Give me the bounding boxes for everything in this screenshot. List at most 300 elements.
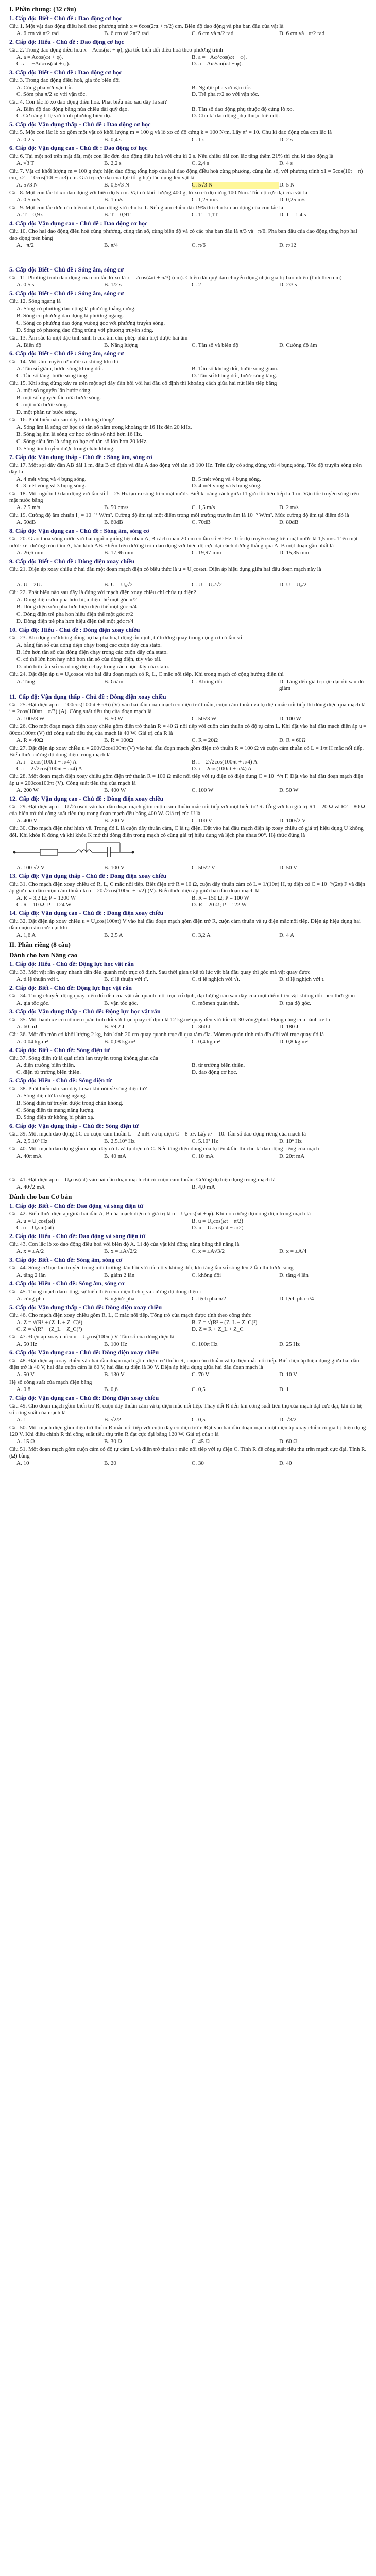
- answer-a: A. Dòng điện sớm pha hơn hiệu điện thế một góc π/2: [16, 597, 138, 603]
- answer-c: C. 70 V: [192, 1371, 210, 1378]
- answer-d: D. tọa độ góc.: [279, 1000, 312, 1006]
- level-heading: 6. Cấp độ: Vận dụng cao - Chủ đề: Dòng điện xoay chiều: [9, 1349, 159, 1356]
- question-text: Câu 40. Một mạch dao động gồm cuộn dây có L và tụ điện có C. Nếu tăng điện dung của tụ lên 4 lần thì chu kì dao động riêng của mạch: [9, 1146, 319, 1152]
- answer-c: C. Sóng siêu âm là sóng cơ học có tần số lớn hơn 20 kHz.: [16, 438, 148, 445]
- answer-d: D. 6 cm và −π/2 rad: [279, 30, 325, 37]
- answer-a: A. 2,5 m/s: [16, 504, 40, 511]
- question-text: Câu 7. Vật có khối lượng m = 100 g thực hiện dao động tổng hợp của hai dao động điều hoà cùng phương, cùng tần số, với phương trình x1 = 5cos(10t + π) cm, x2 = 10cos(10t − π/3) cm. Giá trị cực đại của lực tổng hợp tác dụng lên vật là: [9, 168, 363, 181]
- answer-b: B. 2,2 s: [104, 160, 122, 166]
- part-heading: I. Phần chung: (32 câu): [9, 5, 76, 13]
- answer-d: D. 10⁶ Hz: [279, 1138, 302, 1144]
- answer-b: B. Ngược pha với vận tốc.: [192, 84, 252, 91]
- answer-a: A. 0,2 s: [16, 137, 35, 143]
- question-text: Câu 4. Con lắc lò xo dao động điều hoà. Phát biểu nào sau đây là sai?: [9, 99, 167, 105]
- answer-b: B. T = 0,9T: [104, 212, 131, 218]
- exam-document: [9, 3, 367, 1467]
- level-heading: 5. Cấp độ: Hiểu - Chủ đề: Sóng điện từ: [9, 1077, 112, 1084]
- answer-a: A. T = 0,9 s: [16, 212, 44, 218]
- answer-d: D. Dòng điện trễ pha hơn hiệu điện thế một góc π/4: [16, 618, 134, 624]
- answer-b: B. Z = √(R² + (Z_L − Z_C)²): [192, 1319, 258, 1326]
- level-heading: 1. Cấp độ: Hiểu - Chủ đề: Động lực học vật rắn: [9, 960, 134, 968]
- answer-b: B. Tần số dao động phụ thuộc độ cứng lò xo.: [192, 106, 294, 112]
- answer-d: D. x = ±A/4: [279, 1248, 307, 1255]
- answer-c: C. Sóng điện từ mang năng lượng.: [16, 1107, 95, 1113]
- answer-c: C. 360 J: [192, 1024, 211, 1030]
- answer-d: D. Sóng điện từ không bị phản xạ.: [16, 1114, 95, 1121]
- question-text: Câu 13. Âm sắc là một đặc tính sinh lí của âm cho phép phân biệt được hai âm: [9, 335, 188, 341]
- answer-a: A. 1,6 A: [16, 932, 36, 938]
- answer-b: B. 60dB: [104, 519, 123, 526]
- answer-b: B. vận tốc góc.: [104, 1000, 139, 1006]
- answer-b: B. 30 Ω: [104, 1438, 122, 1445]
- answer-a: A. 100√3 W: [16, 716, 45, 722]
- answer-c: C. u = U₀sin(ωt): [16, 1225, 54, 1231]
- level-heading: 8. Cấp độ: Vận dụng cao - Chủ đề : Sóng âm, sóng cơ: [9, 527, 150, 534]
- question-1: [9, 23, 367, 37]
- question-20: [9, 536, 367, 556]
- question-8: [9, 190, 367, 204]
- answer-d: D. U = U₀/2: [279, 582, 307, 588]
- answer-d: D. Sóng âm truyền được trong chân không.: [16, 446, 115, 452]
- level-heading: 5. Cấp độ: Vận dụng thấp - Chủ đề: Dòng điện xoay chiều: [9, 1303, 162, 1311]
- level-heading: 14. Cấp độ: Vận dụng cao - Chủ đề : Dòng điện xoay chiều: [9, 909, 164, 917]
- question-45: [9, 1289, 367, 1302]
- answer-a: A. 2,5.10⁵ Hz: [16, 1138, 48, 1144]
- level-heading: 4. Cấp độ: Hiểu - Chủ đề: Sóng âm, sóng cơ: [9, 1280, 125, 1287]
- question-27: [9, 745, 367, 772]
- level-heading: 9. Cấp độ: Biết - Chủ đề : Dòng điện xoay chiều: [9, 557, 135, 565]
- question-44: [9, 1265, 367, 1279]
- question-text: Câu 24. Đặt điện áp u = U₀cosωt vào hai đầu đoạn mạch có R, L, C mắc nối tiếp. Khi trong mạch có cộng hưởng điện thì: [9, 671, 284, 677]
- question-text: Câu 10. Cho hai dao động điều hoà cùng phương, cùng tần số, cùng biên độ và có các pha ban đầu là π/3 và −π/6. Pha ban đầu của dao động tổng hợp hai dao động trên bằng: [9, 228, 357, 241]
- answer-d: D. 0,25 m/s: [279, 197, 306, 203]
- question-text: Câu 1. Một vật dao động điều hoà theo phương trình x = 6cos(2πt + π/2) cm. Biên độ dao động và pha ban đầu của vật là: [9, 23, 284, 29]
- question-text: Câu 22. Phát biểu nào sau đây là đúng với mạch điện xoay chiều chỉ chứa tụ điện?: [9, 589, 196, 596]
- answer-d: D. 20π mA: [279, 1153, 305, 1159]
- answer-b: B. 17,96 mm: [104, 550, 134, 556]
- level-heading: 6. Cấp độ: Vận dụng thấp - Chủ đề: Sóng điện từ: [9, 1122, 139, 1129]
- answer-d: D. một phần tư bước sóng.: [16, 409, 77, 415]
- question-text: Câu 43. Con lắc lò xo dao động điều hoà với biên độ A. Li độ của vật khi động năng bằng thế năng là: [9, 1241, 240, 1247]
- question-12: [9, 298, 367, 334]
- answer-a: A. 100 √2 V: [16, 865, 45, 871]
- answer-d: D. nhỏ hơn tần số của dòng điện chạy trong các cuộn dây của stato.: [16, 664, 169, 670]
- level-heading: 2. Cấp độ: Hiểu - Chủ đề : Dao động cơ học: [9, 38, 124, 45]
- answer-b: B. 1 m/s: [104, 197, 123, 203]
- answer-a: A. Biên độ dao động bằng nửa chiều dài quỹ đạo.: [16, 106, 129, 112]
- answer-a: A. 0,5 m/s: [16, 197, 40, 203]
- question-text: Câu 19. Cường độ âm chuẩn I₀ = 10⁻¹² W/m². Cường độ âm tại một điểm trong môi trường truyền âm là 10⁻⁵ W/m². Mức cường độ âm tại điểm đó là: [9, 512, 349, 518]
- level-heading: 7. Cấp độ: Vận dụng thấp - Chủ đề : Sóng âm, sóng cơ: [9, 453, 153, 461]
- answer-b: B. i = 2√2cos(100πt + π/4) A: [192, 759, 258, 765]
- answer-c: C. Dòng điện trễ pha hơn hiệu điện thế một góc π/2: [16, 611, 133, 617]
- answer-b: B. Năng lượng: [104, 342, 138, 348]
- answer-c: C. π/6: [192, 242, 206, 248]
- answer-b: B. 20: [104, 1460, 116, 1466]
- question-text: Câu 29. Đặt điện áp u = U√2cosωt vào hai đầu đoạn mạch gồm cuộn cảm thuần mắc nối tiếp với một biến trở R. Ứng với hai giá trị R1 = 20 Ω và R2 = 80 Ω của biến trở thì công suất tiêu thụ trong đoạn mạch đều bằng 400 W. Giá trị của U là: [9, 804, 365, 817]
- level-heading: 5. Cấp độ: Biết - Chủ đề : Sóng âm, sóng cơ: [9, 266, 124, 273]
- answer-d: D. 25 Hz: [279, 1341, 300, 1347]
- answer-d: D. R = 60Ω: [279, 737, 306, 743]
- answer-c: C. một nửa bước sóng.: [16, 402, 69, 408]
- question-5: [9, 129, 367, 143]
- answer-c: C. Sóng có phương dao động vuông góc với phương truyền sóng.: [16, 320, 165, 326]
- level-heading: 3. Cấp độ: Biết - Chủ đề: Sóng âm, sóng cơ: [9, 1256, 123, 1263]
- question-text: Câu 38. Phát biểu nào sau đây là sai khi nói về sóng điện từ?: [9, 1086, 147, 1092]
- question-33: [9, 969, 367, 983]
- question-48: [9, 1358, 367, 1393]
- answer-a: A. 10: [16, 1460, 29, 1466]
- answer-a: A. Sóng âm là sóng cơ học có tần số nằm trong khoảng từ 16 Hz đến 20 kHz.: [16, 424, 192, 430]
- answer-c: C. 0,5: [192, 1386, 206, 1393]
- answer-d: D. i = 2cos(100πt + π/4) A: [192, 766, 252, 772]
- answer-d: D. 10 V: [279, 1371, 297, 1378]
- question-text: Câu 2. Trong dao động điều hoà x = Acos(ωt + φ), gia tốc biến đổi điều hoà theo phương trình: [9, 47, 223, 53]
- answer-a: A. 5√3 N: [16, 182, 38, 188]
- question-25: [9, 702, 367, 722]
- answer-c: C. Cơ năng tỉ lệ với bình phương biên độ.: [16, 113, 111, 119]
- level-heading: 4. Cấp độ: Biết - Chủ đề: Sóng điện từ: [9, 1046, 110, 1054]
- answer-a: A. tỉ lệ thuận với t.: [16, 976, 60, 982]
- answer-b: B. 0,6: [104, 1386, 118, 1393]
- question-17: [9, 462, 367, 489]
- question-15: [9, 380, 367, 416]
- question-37: [9, 1055, 367, 1076]
- level-heading: 3. Cấp độ: Vận dụng thấp - Chủ đề: Động lực học vật rắn: [9, 1008, 161, 1015]
- answer-b: B. 0,4 s: [104, 137, 122, 143]
- question-text: Câu 33. Một vật rắn quay nhanh dần đều quanh một trục cố định. Sau thời gian t kể từ lúc vật bắt đầu quay thì góc mà vật quay được: [9, 969, 311, 975]
- question-text: Câu 25. Đặt điện áp u = 100cos(100πt + π/6) (V) vào hai đầu đoạn mạch có điện trở thuần, cuộn cảm thuần và tụ điện mắc nối tiếp thì dòng điện qua mạch là i = 2cos(100πt + π/3) (A). Công suất tiêu thụ của đoạn mạch là: [9, 702, 366, 715]
- answer-b: B. Sóng có phương dao động là phương ngang.: [16, 313, 124, 319]
- question-text: Câu 45. Trong mạch dao động, sự biến thiên của điện tích q và cường độ dòng điện i: [9, 1289, 201, 1295]
- answer-c: C. R = 10 Ω; P = 124 W: [16, 902, 72, 908]
- answer-c: C. Không đổi: [192, 679, 223, 685]
- answer-c: C. không đổi: [192, 1272, 221, 1278]
- answer-b: B. 40 mA: [104, 1153, 127, 1159]
- answer-d: D. π/12: [279, 242, 297, 248]
- answer-a: A. x = ±A/2: [16, 1248, 44, 1255]
- answer-a: A. R = 3,2 Ω; P = 1200 W: [16, 895, 76, 901]
- answer-b: B. π/4: [104, 242, 118, 248]
- answer-d: D. 100 W: [279, 716, 301, 722]
- answer-c: C. 5√3 N: [192, 182, 279, 189]
- answer-b: B. √2/2: [104, 1417, 121, 1423]
- part-heading: II. Phần riêng (8 câu): [9, 941, 71, 948]
- answer-a: A. 26,6 mm: [16, 550, 44, 556]
- answer-d: D. √3/2: [279, 1417, 297, 1423]
- answer-a: A. 0,04 kg.m²: [16, 1039, 48, 1045]
- question-26: [9, 723, 367, 744]
- question-10: [9, 228, 367, 249]
- answer-a: A. R = 40Ω: [16, 737, 43, 743]
- answer-c: C. 70dB: [192, 519, 211, 526]
- answer-c: C. 50√2 V: [192, 865, 215, 871]
- answer-d: D. 1: [279, 1386, 289, 1393]
- answer-c: C. 3 mét vòng và 3 bụng sóng.: [16, 483, 86, 489]
- answer-d: D. a = Aω²sin(ωt + φ).: [192, 61, 243, 67]
- answer-d: D. 2/3 s: [279, 282, 297, 288]
- question-30: [9, 825, 367, 871]
- answer-c: C. điện từ trường biến thiên.: [16, 1069, 81, 1075]
- answer-c: C. U = U₀/√2: [192, 582, 222, 588]
- question-39: [9, 1131, 367, 1145]
- level-heading: 6. Cấp độ: Vận dụng cao - Chủ đề : Dao động cơ học: [9, 144, 148, 151]
- answer-a: A. 40√2 mA: [16, 1184, 45, 1190]
- question-21: [9, 566, 367, 588]
- answer-a: A. điện trường biến thiên.: [16, 1062, 75, 1069]
- answer-b: B. a = −Aω²cos(ωt + φ).: [192, 54, 247, 60]
- answer-c: C. 6 cm và π/2 rad: [192, 30, 234, 37]
- answer-b: B. 50 W: [104, 716, 123, 722]
- answer-c: C. lệch pha π/2: [192, 1296, 226, 1302]
- answer-d: D. 180 J: [279, 1024, 298, 1030]
- level-heading: 5. Cấp độ: Vận dụng thấp - Chủ đề : Dao động cơ học: [9, 121, 151, 128]
- answer-d: D. T = 1,4 s: [279, 212, 306, 218]
- answer-d: D. 2 s: [279, 137, 293, 143]
- answer-c: C. 3,2 A: [192, 932, 211, 938]
- question-36: [9, 1031, 367, 1045]
- question-text: Câu 18. Một nguồn O dao động với tần số f = 25 Hz tạo ra sóng trên mặt nước. Biết khoảng cách giữa 11 gợn lồi liên tiếp là 1 m. Vận tốc truyền sóng trên mặt nước bằng: [9, 490, 360, 503]
- answer-a: A. √3 T: [16, 160, 35, 166]
- question-text: Câu 47. Điện áp xoay chiều u = U₀cos(100πt) V. Tần số của dòng điện là: [9, 1334, 175, 1340]
- answer-c: C. R = 20Ω: [192, 737, 218, 743]
- question-43: [9, 1241, 367, 1255]
- answer-b: B. U = U₀√2: [104, 582, 133, 588]
- answer-b: B. x = ±A√2/2: [104, 1248, 138, 1255]
- question-text: Câu 27. Đặt điện áp xoay chiều u = 200√2cos100πt (V) vào hai đầu đoạn mạch gồm điện trở thuần R = 100 Ω và cuộn cảm thuần có L = 1/π H mắc nối tiếp. Biểu thức cường độ dòng điện trong mạch là: [9, 745, 364, 758]
- answer-c: C. Sớm pha π/2 so với vận tốc.: [16, 91, 87, 97]
- question-text: Câu 15. Khi sóng dừng xảy ra trên một sợi dây đàn hồi với hai đầu cố định thì khoảng cách giữa hai nút liên tiếp bằng: [9, 380, 277, 386]
- answer-b: B. giảm 2 lần: [104, 1272, 135, 1278]
- answer-b: B. Giảm: [104, 679, 124, 685]
- answer-a: A. 50dB: [16, 519, 36, 526]
- answer-c: C. 1 s: [192, 137, 205, 143]
- answer-d: D. Z = R + Z_L + Z_C: [192, 1326, 244, 1332]
- answer-d: D. u = U₀cos(ωt − π/2): [192, 1225, 244, 1231]
- question-2: [9, 47, 367, 67]
- answer-b: B. Tần số không đổi, bước sóng giảm.: [192, 366, 279, 372]
- answer-c: C. i = 2√2cos(100πt − π/4) A: [16, 766, 82, 772]
- answer-a: A. 50 V: [16, 1371, 35, 1378]
- question-40: [9, 1146, 367, 1160]
- answer-d: D. Tần số không đổi, bước sóng tăng.: [192, 372, 277, 379]
- question-19: [9, 512, 367, 526]
- question-text: Câu 39. Một mạch dao động LC có cuộn cảm thuần L = 2 mH và tụ điện C = 8 pF. Lấy π² = 10. Tần số dao động riêng của mạch là: [9, 1131, 306, 1137]
- answer-b: B. 59,2 J: [104, 1024, 125, 1030]
- question-text: Câu 37. Sóng điện từ là quá trình lan truyền trong không gian của: [9, 1055, 158, 1061]
- answer-c: C. x = ±A√3/2: [192, 1248, 225, 1255]
- level-heading: 13. Cấp độ: Vận dụng thấp - Chủ đề : Dòng điện xoay chiều: [9, 872, 167, 879]
- answer-a: A. 200 W: [16, 787, 39, 793]
- answer-b: B. lớn hơn tần số của dòng điện chạy trong các cuộn dây của stato.: [16, 649, 168, 655]
- question-46: [9, 1312, 367, 1333]
- answer-c: C. 100 V: [192, 818, 212, 824]
- question-text: Câu 8. Một con lắc lò xo dao động với biên độ 5 cm. Vật có khối lượng 400 g, lò xo có độ cứng 100 N/m. Tốc độ cực đại của vật là: [9, 190, 307, 196]
- answer-a: A. 1: [16, 1417, 26, 1423]
- level-heading: 2. Cấp độ: Biết - Chủ đề: Động lực học vật rắn: [9, 984, 132, 991]
- question-text: Câu 23. Khi động cơ không đồng bộ ba pha hoạt động ổn định, từ trường quay trong động cơ có tần số: [9, 635, 242, 641]
- question-23: [9, 635, 367, 670]
- question-31: [9, 881, 367, 908]
- part-subheading: Dành cho ban Cơ bản: [9, 1193, 72, 1200]
- answer-b: B. từ trường biến thiên.: [192, 1062, 245, 1069]
- question-50: [9, 1425, 367, 1445]
- level-heading: 11. Cấp độ: Vận dụng thấp - Chủ đề : Dòng điện xoay chiều: [9, 693, 166, 700]
- answer-a: A. Tăng: [16, 679, 35, 685]
- answer-c: C. 1,5 m/s: [192, 504, 215, 511]
- answer-d: D. 15,35 mm: [279, 550, 310, 556]
- answer-b: B. 130 V: [104, 1371, 125, 1378]
- answer-d: D. tăng 4 lần: [279, 1272, 309, 1278]
- question-text: Câu 49. Cho đoạn mạch gồm biến trở R, cuộn dây thuần cảm và tụ điện mắc nối tiếp. Thay đổi R đến khi công suất tiêu thụ của mạch đạt cực đại, khi đó hệ số công suất của mạch là: [9, 1403, 363, 1416]
- answer-b: B. 100 V: [104, 865, 125, 871]
- question-text: Câu 6. Tại một nơi trên mặt đất, một con lắc đơn dao động điều hoà với chu kì 2 s. Nếu chiều dài con lắc tăng thêm 21% thì chu kì dao động là: [9, 153, 334, 159]
- answer-c: C. 0,4 kg.m²: [192, 1039, 220, 1045]
- question-47: [9, 1334, 367, 1348]
- answer-a: A. 6 cm và π/2 rad: [16, 30, 59, 37]
- level-heading: 12. Cấp độ: Vận dụng cao - Chủ đề : Dòng điện xoay chiều: [9, 795, 164, 802]
- answer-a: A. Biên độ: [16, 342, 41, 348]
- answer-d: D. Chu kì dao động phụ thuộc biên độ.: [192, 113, 280, 119]
- question-text: Câu 11. Phương trình dao động của con lắc lò xo là x = 2cos(4πt + π/3) (cm). Chiều dài quỹ đạo chuyển động nhận giá trị bao nhiêu (tính theo cm): [9, 275, 342, 281]
- answer-c: C. Z = √(R² − (Z_L − Z_C)²): [16, 1326, 82, 1332]
- answer-a: A. bằng tần số của dòng điện chạy trong các cuộn dây của stato.: [16, 642, 162, 648]
- answer-b: B. 0,5√3 N: [104, 182, 129, 188]
- level-heading: 7. Cấp độ: Vận dụng cao - Chủ đề: Dòng điện xoay chiều: [9, 1394, 159, 1401]
- answer-a: A. Cùng pha với vận tốc.: [16, 84, 74, 91]
- question-text: Câu 34. Trong chuyển động quay biến đổi đều của vật rắn quanh một trục cố định, đại lượng nào sau đây của một điểm trên vật không đổi theo thời gian: [9, 993, 355, 999]
- question-text: Câu 51. Một đoạn mạch gồm cuộn cảm có độ tự cảm L và điện trở thuần r mắc nối tiếp với tụ điện C. Tính R để công suất tiêu thụ trên mạch cực đại. Tính R.(Ω) bằng: [9, 1446, 367, 1459]
- answer-c: C. 19,97 mm: [192, 550, 221, 556]
- answer-a: A. 4 mét vòng và 4 bụng sóng.: [16, 476, 87, 482]
- answer-b: B. 2,5 A: [104, 932, 123, 938]
- answer-b: B. 100 Hz: [104, 1341, 127, 1347]
- question-text: Câu 50. Một mạch điện gồm điện trở thuần R mắc nối tiếp với cuộn dây có điện trở r. Đặt vào hai đầu đoạn mạch một điện áp xoay chiều có giá trị hiệu dụng 120 V. Khi điều chỉnh R thì công suất tiêu thụ trên R đạt cực đại bằng 120 W. Giá trị của r là: [9, 1425, 366, 1437]
- answer-b: B. một số nguyên lần nửa bước sóng.: [16, 395, 101, 401]
- answer-c: C. tỉ lệ nghịch với √t.: [192, 976, 241, 982]
- answer-a: A. 0,8: [16, 1386, 31, 1393]
- answer-d: D. 50 W: [279, 787, 299, 793]
- answer-b: B. ngược pha: [104, 1296, 135, 1302]
- question-49: [9, 1403, 367, 1423]
- answer-c: C. 10 mA: [192, 1153, 214, 1159]
- question-28: [9, 773, 367, 794]
- answer-c: C. 0,5: [192, 1417, 206, 1423]
- answer-d: D. Cường độ âm: [279, 342, 317, 348]
- question-16: [9, 417, 367, 452]
- answer-d: D. Sóng có phương dao động trùng với phương truyền sóng.: [16, 327, 153, 333]
- answer-a: A. gia tốc góc.: [16, 1000, 50, 1006]
- answer-b: B. 6 cm và 2π/2 rad: [104, 30, 149, 37]
- answer-a: A. 50 Hz: [16, 1341, 38, 1347]
- answer-c: C. 2,4 s: [192, 160, 209, 166]
- question-text: Câu 32. Đặt điện áp xoay chiều u = U₀cos(100πt) V vào hai đầu đoạn mạch gồm điện trở R, cuộn cảm thuần và tụ điện mắc nối tiếp. Điện áp hiệu dụng hai đầu cuộn cảm cực đại khi: [9, 918, 361, 931]
- question-14: [9, 359, 367, 379]
- question-text: Câu 17. Một sợi dây đàn AB dài 1 m, đầu B cố định và đầu A dao động với tần số 100 Hz. Trên dây có sóng dừng với 4 bụng sóng. Tốc độ truyền sóng trên dây là: [9, 462, 362, 475]
- answer-c: C. mômen quán tính.: [192, 1000, 240, 1006]
- question-32: [9, 918, 367, 939]
- answer-b: B. 50 cm/s: [104, 504, 129, 511]
- answer-d: D. Trễ pha π/2 so với vận tốc.: [192, 91, 259, 97]
- answer-a: A. một số nguyên lần bước sóng.: [16, 387, 92, 394]
- answer-a: A. a = Acos(ωt + φ).: [16, 54, 63, 60]
- answer-a: A. Sóng điện từ là sóng ngang.: [16, 1093, 87, 1099]
- answer-a: A. u = U₀cos(ωt): [16, 1218, 55, 1224]
- answer-b: B. Sóng hạ âm là sóng cơ học có tần số nhỏ hơn 16 Hz.: [16, 431, 142, 437]
- answer-d: D. 80dB: [279, 519, 299, 526]
- answer-b: B. 400 W: [104, 787, 126, 793]
- answer-d: D. 4 s: [279, 160, 293, 166]
- question-41: [9, 1177, 367, 1191]
- answer-c: C. 100 W: [192, 787, 214, 793]
- level-heading: 4. Cấp độ: Vận dụng cao - Chủ đề : Dao động cơ học: [9, 219, 148, 227]
- answer-d: D. 4 mét vòng và 5 bụng sóng.: [192, 483, 262, 489]
- question-24: [9, 671, 367, 692]
- answer-c: C. có thể lớn hơn hay nhỏ hơn tần số của dòng điện, tùy vào tải.: [16, 656, 162, 663]
- answer-c: C. 45 Ω: [192, 1438, 210, 1445]
- question-35: [9, 1016, 367, 1030]
- answer-b: B. 2,5.10⁶ Hz: [104, 1138, 135, 1144]
- question-3: [9, 77, 367, 98]
- answer-b: B. Sóng điện từ truyền được trong chân không.: [16, 1100, 124, 1106]
- question-51: [9, 1446, 367, 1467]
- question-text: Câu 26. Cho một đoạn mạch điện xoay chiều gồm điện trở thuần R = 40 Ω nối tiếp với cuộn cảm thuần có độ tự cảm L. Khi đặt vào hai đầu mạch điện áp u = 80cos100πt (V) thì công suất tiêu thụ của mạch là 40 W. Giá trị của R là: [9, 723, 367, 736]
- answer-d: D. 4 A: [279, 932, 295, 938]
- answer-a: A. i = 2cos(100πt − π/4) A: [16, 759, 77, 765]
- question-11: [9, 275, 367, 289]
- question-4: [9, 99, 367, 120]
- answer-d: D. 100√2 V: [279, 818, 306, 824]
- answer-d: D. 50 V: [279, 865, 297, 871]
- answer-b: B. R = 100Ω: [104, 737, 133, 743]
- question-text: Câu 36. Một đĩa tròn có khối lượng 2 kg, bán kính 20 cm quay quanh trục đi qua tâm đĩa. Mômen quán tính của đĩa đối với trục quay đó là: [9, 1031, 324, 1038]
- question-text: Câu 44. Sóng cơ học lan truyền trong môi trường đàn hồi với tốc độ v không đổi, khi tăng tần số sóng lên 2 lần thì bước sóng: [9, 1265, 294, 1271]
- answer-b: B. Dòng điện sớm pha hơn hiệu điện thế một góc π/4: [16, 604, 137, 610]
- question-text: Câu 5. Một con lắc lò xo gồm một vật có khối lượng m = 100 g và lò xo có độ cứng k = 100 N/m. Lấy π² = 10. Chu kì dao động của con lắc là: [9, 129, 332, 135]
- answer-a: A. Sóng có phương dao động là phương thẳng đứng.: [16, 306, 136, 312]
- answer-b: B. 0,08 kg.m²: [104, 1039, 135, 1045]
- question-text: Câu 9. Một con lắc đơn có chiều dài l, dao động với chu kì T. Nếu giảm chiều dài 19% thì chu kì dao động của con lắc là: [9, 205, 283, 211]
- question-text: Câu 21. Điện áp xoay chiều ở hai đầu một đoạn mạch điện có biểu thức là u = U₀cosωt. Điện áp hiệu dụng giữa hai đầu đoạn mạch này là: [9, 566, 321, 572]
- answer-d: D. lệch pha π/4: [279, 1296, 314, 1302]
- answer-c: C. 2: [192, 282, 201, 288]
- question-text: Câu 16. Phát biểu nào sau đây là không đúng?: [9, 417, 114, 423]
- answer-a: A. cùng pha: [16, 1296, 44, 1302]
- level-heading: 6. Cấp độ: Biết - Chủ đề : Sóng âm, sóng cơ: [9, 350, 124, 357]
- answer-c: C. T = 1,1T: [192, 212, 218, 218]
- answer-c: C. a = −Aωcos(ωt + φ).: [16, 61, 70, 67]
- answer-d: D. Tăng đến giá trị cực đại rồi sau đó giảm: [279, 679, 364, 691]
- question-text: Câu 35. Một bánh xe có mômen quán tính đối với trục quay cố định là 12 kg.m² quay đều với tốc độ 30 vòng/phút. Động năng của bánh xe là: [9, 1016, 330, 1023]
- question-29: [9, 804, 367, 824]
- answer-d: D. 40: [279, 1460, 292, 1466]
- answer-a: A. Z = √(R² + (Z_L + Z_C)²): [16, 1319, 82, 1326]
- answer-b: B. u = U₀cos(ωt + π/2): [192, 1218, 243, 1224]
- question-text: Câu 42. Biểu thức điện áp giữa hai đầu A, B của mạch điện có giá trị là u = U₀cos(ωt + φ). Khi đó cường độ dòng điện trong mạch là: [9, 1211, 311, 1217]
- question-text: Câu 30. Cho mạch điện như hình vẽ. Trong đó L là cuộn dây thuần cảm, C là tụ điện. Đặt vào hai đầu mạch điện áp xoay chiều có giá trị hiệu dụng U không đổi. Khi khóa K đóng và khi khóa K mở thì dòng điện trong mạch có cùng giá trị hiệu dụng và lệch pha nhau 90°. Hệ thức đúng là: [9, 825, 364, 838]
- answer-b: B. tỉ lệ thuận với t².: [104, 976, 148, 982]
- level-heading: 10. Cấp độ: Hiểu - Chủ đề : Dòng điện xoay chiều: [9, 626, 140, 633]
- question-18: [9, 490, 367, 511]
- question-text: Câu 46. Cho mạch điện xoay chiều gồm R, L, C mắc nối tiếp. Tổng trở của mạch được tính theo công thức: [9, 1312, 251, 1318]
- level-heading: 5. Cấp độ: Biết - Chủ đề : Sóng âm, sóng cơ: [9, 290, 124, 297]
- question-text: Câu 28. Một đoạn mạch điện xoay chiều gồm điện trở thuần R = 100 Ω mắc nối tiếp với tụ điện có điện dung C = 10⁻⁴/π F. Đặt vào hai đầu đoạn mạch điện áp u = 200cos100πt (V). Công suất tiêu thụ của mạch là: [9, 773, 364, 786]
- level-heading: 2. Cấp độ: Hiểu - Chủ đề: Dao động và sóng điện từ: [9, 1232, 146, 1240]
- answer-d: D. 60 Ω: [279, 1438, 298, 1445]
- answer-c: C. 5.10⁵ Hz: [192, 1138, 218, 1144]
- answer-b: B. 5 mét vòng và 4 bụng sóng.: [192, 476, 261, 482]
- answer-d: D. tỉ lệ nghịch với t.: [279, 976, 325, 982]
